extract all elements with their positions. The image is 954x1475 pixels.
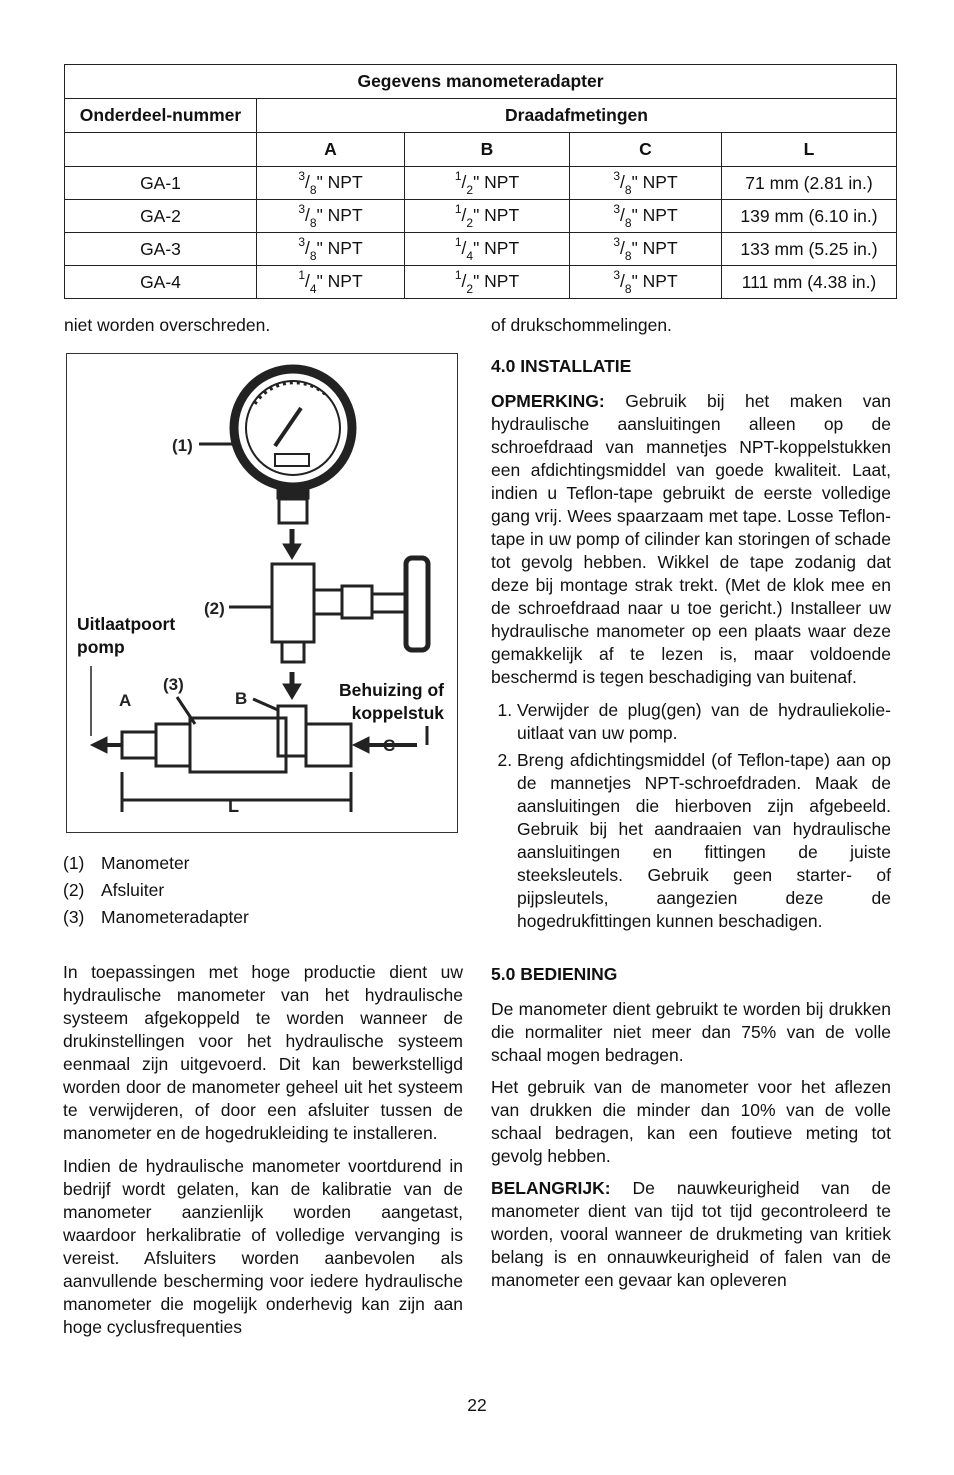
thread-b-cell: $^1/_2$" NPT: [405, 167, 570, 200]
column-l-header: L: [722, 133, 897, 167]
thread-b-cell: $^1/_4$" NPT: [405, 233, 570, 266]
down-arrow-icon: [283, 672, 301, 699]
outlet-label-line1: Uitlaatpoort: [77, 614, 176, 634]
section-installatie-heading: 4.0 INSTALLATIE: [491, 356, 632, 376]
column-b-header: B: [405, 133, 570, 167]
right-continuation: of drukschommelingen.: [491, 315, 672, 335]
label-1: (1): [172, 436, 193, 455]
thread-size-header: Draadafmetingen: [257, 99, 897, 133]
figure-legend: [63, 850, 249, 931]
thread-c-cell: $^3/_8$" NPT: [570, 200, 722, 233]
thread-b-cell: $^1/_2$" NPT: [405, 200, 570, 233]
length-cell: 139 mm (6.10 in.): [722, 200, 897, 233]
thread-c-cell: $^3/_8$" NPT: [570, 233, 722, 266]
page-number: 22: [467, 1395, 487, 1415]
note-text: Gebruik bij het maken van hydraulische aansluitingen alleen op de schroefdraad van mannetjes NPT-koppelstukken een afdichtingsmiddel van goede kwaliteit. Laat, indien u Teflon-tape gebruikt de eerste volledige gang vrij. Wees spaarzaam met tape. Losse Teflon-tape in uw pomp of cilinder kan storingen of schade tot gevolg hebben. Wikkel de tape zodanig dat deze bij montage strak trekt. (Met de klok mee en de schroefdraad naar u toe gericht.) Installeer uw hydraulische manometer op een plaats waar deze gemakkelijk af te lezen is, maar voldoende beschermd is tegen beschadiging van buitenaf.: [491, 391, 891, 687]
left-paragraphs: [63, 961, 463, 1339]
part-number-cell: GA-4: [65, 266, 257, 299]
gauge-adapter-figure: [66, 353, 458, 833]
step-item: 2. Breng afdichtingsmiddel (of Teflon-tape) aan op de mannetjes NPT-schroefdraden. Maak de aansluitingen die hierboven zijn afgebeeld. Gebruik bij het aandraaien van hydraulische aansluitingen en fittingen de juiste steeksleutels. Gebruik geen starter- of pijpsleutels, aangezien deze de hogedrukfittingen kunnen beschadigen.: [517, 749, 891, 933]
part-number-header: Onderdeel-nummer: [65, 99, 257, 133]
table-row: [65, 233, 897, 266]
outlet-label-line2: pomp: [77, 637, 125, 657]
blank-header-cell: [65, 133, 257, 167]
gauge-assembly-diagram: [67, 354, 459, 834]
table-row: [65, 167, 897, 200]
right-column: [491, 314, 891, 1292]
left-arrow-icon: [91, 737, 122, 753]
thread-a-cell: $^1/_4$" NPT: [257, 266, 405, 299]
left-continuation: niet worden overschreden.: [64, 315, 271, 335]
thread-a-cell: $^3/_8$" NPT: [257, 200, 405, 233]
housing-label-line2: koppelstuk: [351, 703, 444, 723]
down-arrow-icon: [283, 529, 301, 559]
installation-note: [491, 390, 891, 689]
column-c-header: C: [570, 133, 722, 167]
length-cell: 71 mm (2.81 in.): [722, 167, 897, 200]
legend-item: (3) Manometeradapter: [63, 907, 249, 927]
label-c: C: [383, 736, 396, 755]
paragraph-production: In toepassingen met hoge productie dient uw hydraulische manometer van het hydraulische systeem afgekoppeld te worden wanneer de drukinstellingen voor het hydraulische systeem eenmaal zijn uitgevoerd. Dit kan bewerkstelligd worden door de manometer geheel uit het systeem te verwijderen, of door een afsluiter tussen de manometer en de hogedrukleiding te installeren.: [63, 962, 463, 1143]
paragraph-calibration: Indien de hydraulische manometer voortdurend in bedrijf wordt gelaten, kan de kalibratie van de manometer aanzienlijk worden aangetast, waardoor herkalibratie of volledige vervanging is vereist. Afsluiters worden aanbevolen als aanvullende bescherming voor iedere hydraulische manometer die mogelijk onderhevig kan zijn aan hoge cyclusfrequenties: [63, 1156, 463, 1337]
gauge-adapter: [122, 706, 351, 772]
label-2: (2): [204, 599, 225, 618]
gauge-adapter-table: [64, 64, 897, 299]
column-a-header: A: [257, 133, 405, 167]
thread-c-cell: $^3/_8$" NPT: [570, 266, 722, 299]
thread-a-cell: $^3/_8$" NPT: [257, 167, 405, 200]
installation-steps: [491, 699, 891, 933]
table-row: [65, 266, 897, 299]
part-number-cell: GA-1: [65, 167, 257, 200]
section-bediening-heading: 5.0 BEDIENING: [491, 964, 618, 984]
label-3: (3): [163, 675, 184, 694]
length-cell: 133 mm (5.25 in.): [722, 233, 897, 266]
shutoff-valve: [272, 558, 428, 662]
important-text: De nauwkeurigheid van de manometer dient van tijd tot tijd gecontroleerd te worden, vooral wanneer de drukmeting van kritiek belang is en onnauwkeurigheid of falen van de manometer een gevaar kan opleveren: [491, 1178, 891, 1290]
label-b: B: [235, 689, 248, 708]
important-label: BELANGRIJK:: [491, 1178, 611, 1198]
legend-item: (2) Afsluiter: [63, 880, 165, 900]
legend-item: (1) Manometer: [63, 853, 190, 873]
important-note: [491, 1177, 891, 1292]
table-row: [65, 200, 897, 233]
table-title: Gegevens manometeradapter: [65, 65, 897, 99]
thread-c-cell: $^3/_8$" NPT: [570, 167, 722, 200]
part-number-cell: GA-2: [65, 200, 257, 233]
housing-label-line1: Behuizing of: [339, 680, 444, 700]
thread-a-cell: $^3/_8$" NPT: [257, 233, 405, 266]
paragraph-75-percent: De manometer dient gebruikt te worden bij drukken die normaliter niet meer dan 75% van de volle schaal mogen bedragen.: [491, 999, 891, 1065]
step-item: 1. Verwijder de plug(gen) van de hydrauliekolie-uitlaat van uw pomp.: [517, 699, 891, 745]
note-label: OPMERKING:: [491, 391, 605, 411]
thread-b-cell: $^1/_2$" NPT: [405, 266, 570, 299]
paragraph-10-percent: Het gebruik van de manometer voor het aflezen van drukken die minder dan 10% van de volle schaal bedragen, kan een foutieve meting tot gevolg hebben.: [491, 1077, 891, 1166]
length-cell: 111 mm (4.38 in.): [722, 266, 897, 299]
label-l: L: [228, 796, 239, 816]
part-number-cell: GA-3: [65, 233, 257, 266]
label-a: A: [119, 691, 132, 710]
pressure-gauge: [234, 369, 352, 523]
